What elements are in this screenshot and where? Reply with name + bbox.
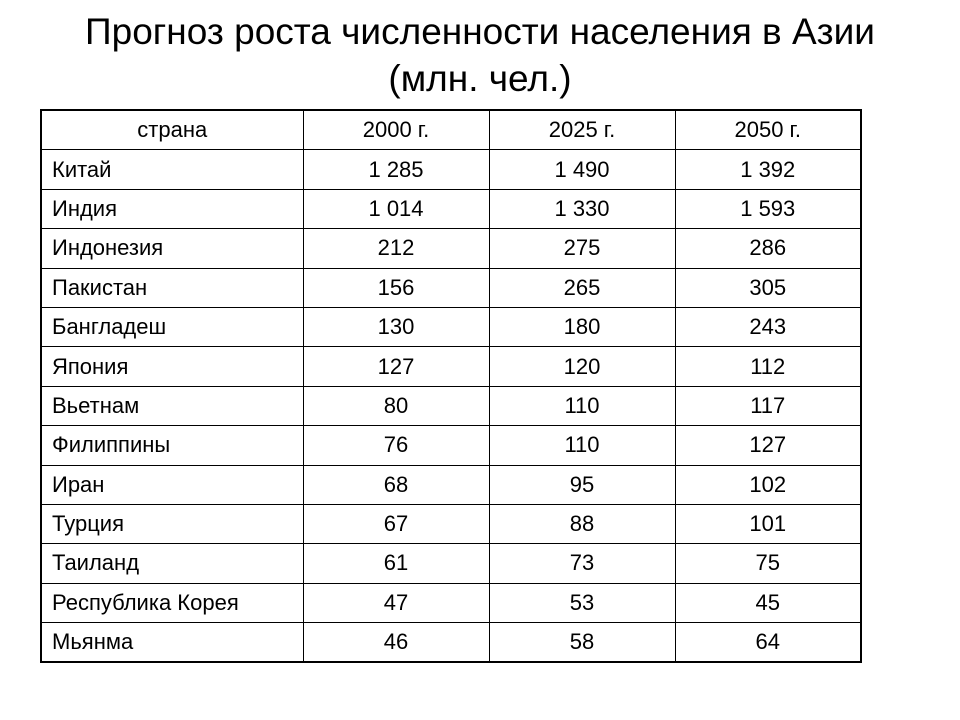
cell-country: Япония [41, 347, 303, 386]
cell-country: Вьетнам [41, 386, 303, 425]
table-row [41, 307, 861, 346]
cell-country: Индонезия [41, 229, 303, 268]
cell-2050: 1 593 [675, 189, 861, 228]
cell-2050: 286 [675, 229, 861, 268]
table-row [41, 504, 861, 543]
table-row [41, 150, 861, 189]
table-header-row [41, 110, 861, 150]
cell-2050: 45 [675, 583, 861, 622]
table-body [41, 150, 861, 663]
cell-2025: 180 [489, 307, 675, 346]
cell-country: Мьянма [41, 623, 303, 663]
cell-2000: 1 285 [303, 150, 489, 189]
cell-2000: 61 [303, 544, 489, 583]
cell-2000: 80 [303, 386, 489, 425]
cell-2025: 73 [489, 544, 675, 583]
cell-2000: 127 [303, 347, 489, 386]
cell-2000: 68 [303, 465, 489, 504]
cell-country: Республика Корея [41, 583, 303, 622]
cell-2050: 102 [675, 465, 861, 504]
header-2050: 2050 г. [675, 110, 861, 150]
cell-2000: 212 [303, 229, 489, 268]
cell-2000: 67 [303, 504, 489, 543]
table-row [41, 386, 861, 425]
cell-2025: 110 [489, 426, 675, 465]
cell-2050: 112 [675, 347, 861, 386]
table-row [41, 544, 861, 583]
cell-2050: 305 [675, 268, 861, 307]
cell-2025: 265 [489, 268, 675, 307]
cell-2025: 58 [489, 623, 675, 663]
cell-country: Иран [41, 465, 303, 504]
cell-country: Таиланд [41, 544, 303, 583]
cell-2050: 64 [675, 623, 861, 663]
table-row [41, 623, 861, 663]
table-row [41, 426, 861, 465]
cell-2000: 130 [303, 307, 489, 346]
table-row [41, 229, 861, 268]
table-row [41, 465, 861, 504]
cell-2000: 76 [303, 426, 489, 465]
cell-2000: 156 [303, 268, 489, 307]
table-row [41, 583, 861, 622]
cell-2025: 110 [489, 386, 675, 425]
table-row [41, 189, 861, 228]
cell-2050: 127 [675, 426, 861, 465]
cell-2025: 275 [489, 229, 675, 268]
page-title [0, 8, 960, 102]
header-country: страна [41, 110, 303, 150]
title-line-1: Прогноз роста численности населения в Азии [85, 11, 875, 52]
header-2000: 2000 г. [303, 110, 489, 150]
cell-2025: 53 [489, 583, 675, 622]
cell-2050: 75 [675, 544, 861, 583]
table-row [41, 347, 861, 386]
cell-country: Китай [41, 150, 303, 189]
cell-country: Филиппины [41, 426, 303, 465]
cell-country: Бангладеш [41, 307, 303, 346]
cell-2050: 1 392 [675, 150, 861, 189]
cell-2000: 46 [303, 623, 489, 663]
cell-country: Турция [41, 504, 303, 543]
cell-country: Индия [41, 189, 303, 228]
cell-2050: 117 [675, 386, 861, 425]
cell-2000: 47 [303, 583, 489, 622]
cell-2025: 95 [489, 465, 675, 504]
cell-2050: 243 [675, 307, 861, 346]
cell-2025: 1 330 [489, 189, 675, 228]
header-2025: 2025 г. [489, 110, 675, 150]
population-table [40, 109, 862, 663]
cell-2025: 1 490 [489, 150, 675, 189]
table-row [41, 268, 861, 307]
cell-2050: 101 [675, 504, 861, 543]
cell-2025: 88 [489, 504, 675, 543]
title-line-2: (млн. чел.) [388, 58, 572, 99]
cell-2000: 1 014 [303, 189, 489, 228]
cell-2025: 120 [489, 347, 675, 386]
cell-country: Пакистан [41, 268, 303, 307]
